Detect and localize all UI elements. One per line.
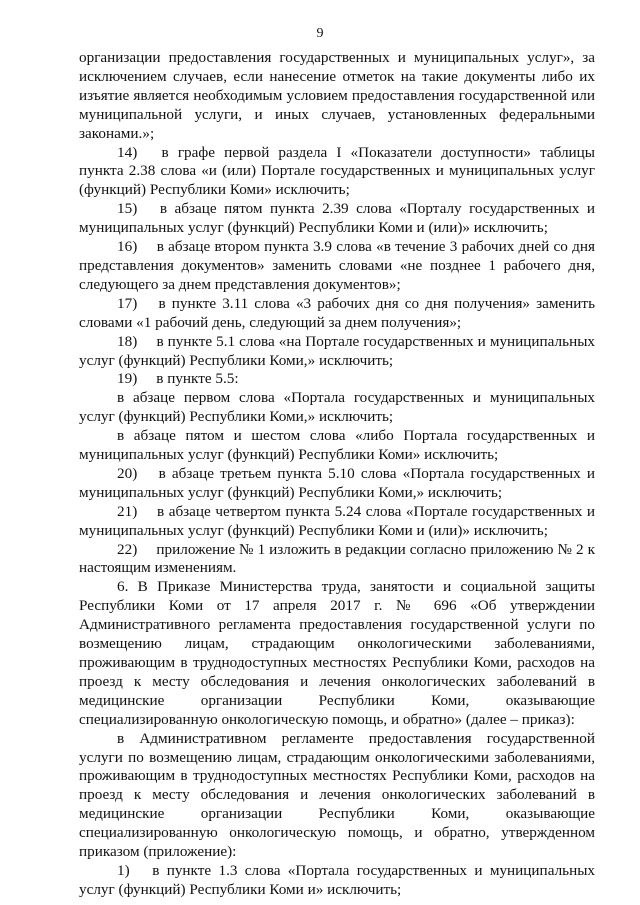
paragraph-item-19-b: в абзаце пятом и шестом слова «либо Портала государственных и муниципальных услуг (функций) Республики Коми» исключить; [79,427,595,464]
paragraph-item-15: 15) в абзаце пятом пункта 2.39 слова «Порталу государственных и муниципальных услуг (функций) Республики Коми и (или)» исключить; [79,200,595,237]
paragraph-item-20: 20) в абзаце третьем пункта 5.10 слова «Портала государственных и муниципальных услуг (функций) Республики Коми,» исключить; [79,464,595,501]
paragraph-item-22: 22) приложение № 1 изложить в редакции согласно приложению № 2 к настоящим изменениям. [79,540,595,577]
paragraph-section-6: 6. В Приказе Министерства труда, занятости и социальной защиты Республики Коми от 17 апреля 2017 г. № 696 «Об утверждении Административного регламента предоставления государственной услуги по возмещению лицам, страдающим онкологическими заболеваниями, проживающим в труднодоступных местностях Республики Коми, расходов на проезд к месту обследования и лечения онкологических заболеваний в медицинские организации Республики Коми, оказывающие специализированную онкологическую помощь, и обратно» (далее – приказ): [79,578,595,728]
paragraph-item-21: 21) в абзаце четвертом пункта 5.24 слова «Портале государственных и муниципальных услуг (функций) Республики Коми и (или)» исключить; [79,502,595,539]
paragraph-item-19: 19) в пункте 5.5: [117,370,239,388]
paragraph-item-18: 18) в пункте 5.1 слова «на Портале государственных и муниципальных услуг (функций) Республики Коми,» исключить; [79,332,595,369]
paragraph-regulation: в Административном регламенте предоставления государственной услуги по возмещению лицам, страдающим онкологическими заболеваниями, проживающим в труднодоступных местностях Республики Коми, расходов на проезд к месту обследования и лечения онкологических заболеваний в медицинские организации Республики Коми, оказывающие специализированную онкологическую помощь, и обратно, утвержденном приказом (приложение): [79,729,595,861]
paragraph-item-14: 14) в графе первой раздела I «Показатели доступности» таблицы пункта 2.38 слова «и (или) Портале государственных и муниципальных услуг (функций) Республики Коми» исключить; [79,143,595,199]
paragraph-item-16: 16) в абзаце втором пункта 3.9 слова «в течение 3 рабочих дней со дня представления документов» заменить словами «не позднее 1 рабочего дня, следующего за днем представления документов»; [79,238,595,293]
paragraph-item-17: 17) в пункте 3.11 слова «3 рабочих дня со дня получения» заменить словами «1 рабочий день, следующий за днем получения»; [79,294,595,331]
page-number: 9 [316,26,324,41]
paragraph-1: организации предоставления государственных и муниципальных услуг», за исключением случаев, если нанесение отметок на такие документы либо их изъятие является необходимым условием предоставления государственной или муниципальной услуги, и иных случаев, установленных федеральными законами.»; [79,49,595,142]
paragraph-item-19-a: в абзаце первом слова «Портала государственных и муниципальных услуг (функций) Республики Коми,» исключить; [79,389,595,426]
paragraph-item-1: 1) в пункте 1.3 слова «Портала государственных и муниципальных услуг (функций) Республики Коми и» исключить; [79,861,595,898]
document-body [79,49,595,900]
